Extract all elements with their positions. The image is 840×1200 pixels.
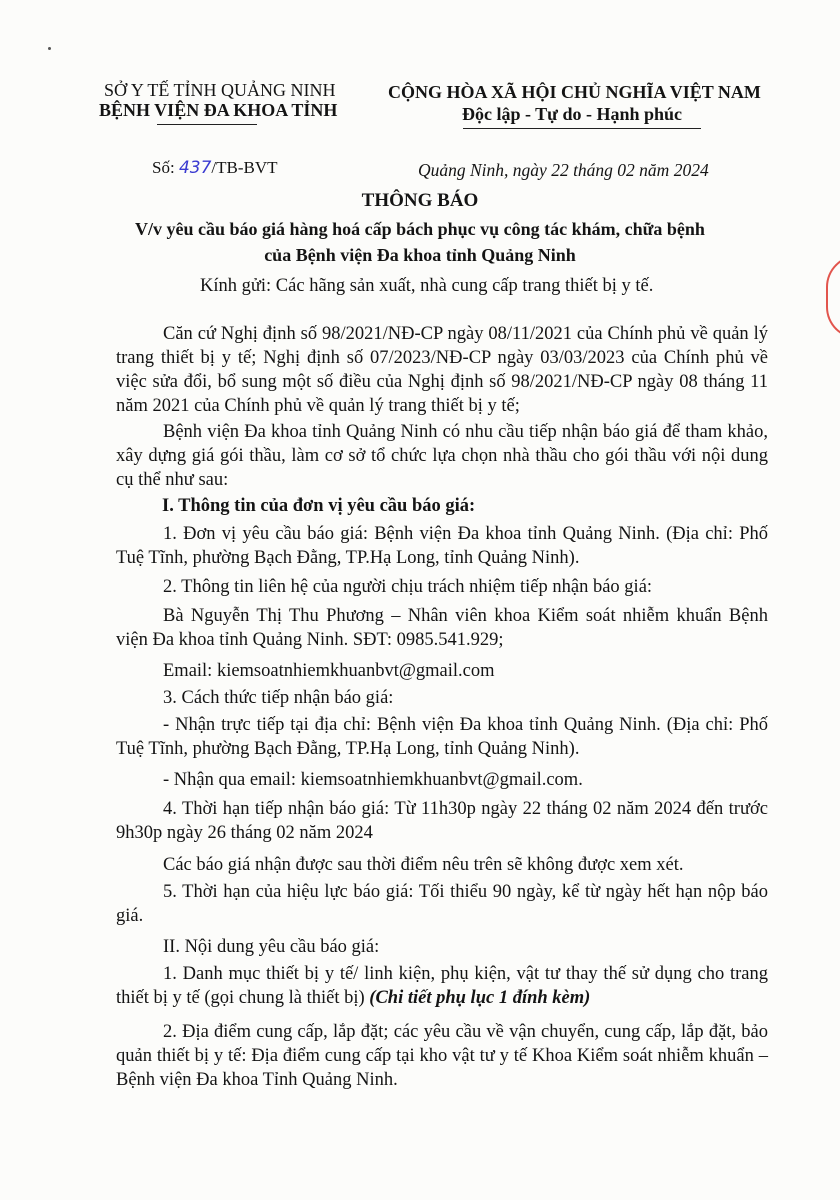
item-3a: - Nhận trực tiếp tại địa chỉ: Bệnh viện Đa khoa tỉnh Quảng Ninh. (Địa chỉ: Phố Tuệ Tĩnh, phường Bạch Đằng, TP.Hạ Long, tỉnh Quảng Ninh). [116, 715, 768, 759]
motto-underline [463, 128, 701, 129]
appendix-reference: (Chi tiết phụ lục 1 đính kèm) [369, 988, 591, 1008]
recipient: Kính gửi: Các hãng sản xuất, nhà cung cấp trang thiết bị y tế. [200, 276, 654, 296]
item-4: 4. Thời hạn tiếp nhận báo giá: Từ 11h30p ngày 22 tháng 02 năm 2024 đến trước 9h30p ngày 26 tháng 02 năm 2024 [116, 799, 768, 843]
contact-email: Email: kiemsoatnhiemkhuanbvt@gmail.com [163, 661, 495, 681]
section-2-item-2: 2. Địa điểm cung cấp, lắp đặt; các yêu cầu về vận chuyển, cung cấp, lắp đặt, bảo quản thiết bị y tế: Địa điểm cung cấp tại kho vật tư y tế Khoa Kiểm soát nhiễm khuẩn – Bệnh viện Đa khoa Tỉnh Quảng Ninh. [116, 1022, 768, 1090]
contact-person: Bà Nguyễn Thị Thu Phương – Nhân viên khoa Kiểm soát nhiễm khuẩn Bệnh viện Đa khoa tỉnh Quảng Ninh. SĐT: 0985.541.929; [116, 606, 768, 650]
place-date: Quảng Ninh, ngày 22 tháng 02 năm 2024 [418, 160, 709, 180]
number-prefix: Số: [152, 158, 175, 177]
section-2-item-1-text: 1. Danh mục thiết bị y tế/ linh kiện, phụ kiện, vật tư thay thế sử dụng cho trang thiết bị y tế (gọi chung là thiết bị) [116, 964, 768, 1008]
legal-basis-paragraph: Căn cứ Nghị định số 98/2021/NĐ-CP ngày 08/11/2021 của Chính phủ về quản lý trang thiết bị y tế; Nghị định số 07/2023/NĐ-CP ngày 03/03/2023 của Chính phủ về việc sửa đổi, bổ sung một số điều của Nghị định số 98/2021/NĐ-CP ngày 08 tháng 11 năm 2021 của Chính phủ về quản lý trang thiết bị y tế; [116, 324, 768, 416]
section-2-item-1 [116, 962, 768, 1010]
subject-line-2: của Bệnh viện Đa khoa tỉnh Quảng Ninh [264, 245, 576, 265]
hospital-underline [157, 124, 257, 125]
document-title: THÔNG BÁO [361, 190, 479, 211]
subject-line-1: V/v yêu cầu báo giá hàng hoá cấp bách phục vụ công tác khám, chữa bệnh [135, 219, 705, 239]
item-1: 1. Đơn vị yêu cầu báo giá: Bệnh viện Đa khoa tỉnh Quảng Ninh. (Địa chỉ: Phố Tuệ Tĩnh, phường Bạch Đằng, TP.Hạ Long, tỉnh Quảng Ninh). [116, 524, 768, 568]
nation-motto: Độc lập - Tự do - Hạnh phúc [462, 104, 683, 124]
number-suffix: /TB-BVT [211, 158, 278, 177]
hospital-name: BỆNH VIỆN ĐA KHOA TỈNH [99, 100, 338, 120]
item-2: 2. Thông tin liên hệ của người chịu trách nhiệm tiếp nhận báo giá: [163, 577, 653, 597]
document-number [152, 158, 278, 178]
scan-speck [48, 47, 51, 50]
item-3: 3. Cách thức tiếp nhận báo giá: [163, 688, 394, 708]
section-2-heading: II. Nội dung yêu cầu báo giá: [163, 937, 380, 957]
ministry-name: SỞ Y TẾ TỈNH QUẢNG NINH [104, 80, 336, 100]
section-1-heading: I. Thông tin của đơn vị yêu cầu báo giá: [162, 496, 476, 516]
item-5: 5. Thời hạn của hiệu lực báo giá: Tối thiểu 90 ngày, kể từ ngày hết hạn nộp báo giá. [116, 882, 768, 926]
red-stamp-edge [826, 255, 840, 339]
request-paragraph: Bệnh viện Đa khoa tỉnh Quảng Ninh có nhu cầu tiếp nhận báo giá để tham khảo, xây dựng giá gói thầu, làm cơ sở tổ chức lựa chọn nhà thầu cho gói thầu với nội dung cụ thể như sau: [116, 422, 768, 490]
item-3b: - Nhận qua email: kiemsoatnhiemkhuanbvt@gmail.com. [163, 770, 583, 790]
nation-title: CỘNG HÒA XÃ HỘI CHỦ NGHĨA VIỆT NAM [388, 82, 761, 102]
handwritten-number: 437 [178, 158, 212, 178]
item-4-note: Các báo giá nhận được sau thời điểm nêu trên sẽ không được xem xét. [163, 855, 684, 875]
